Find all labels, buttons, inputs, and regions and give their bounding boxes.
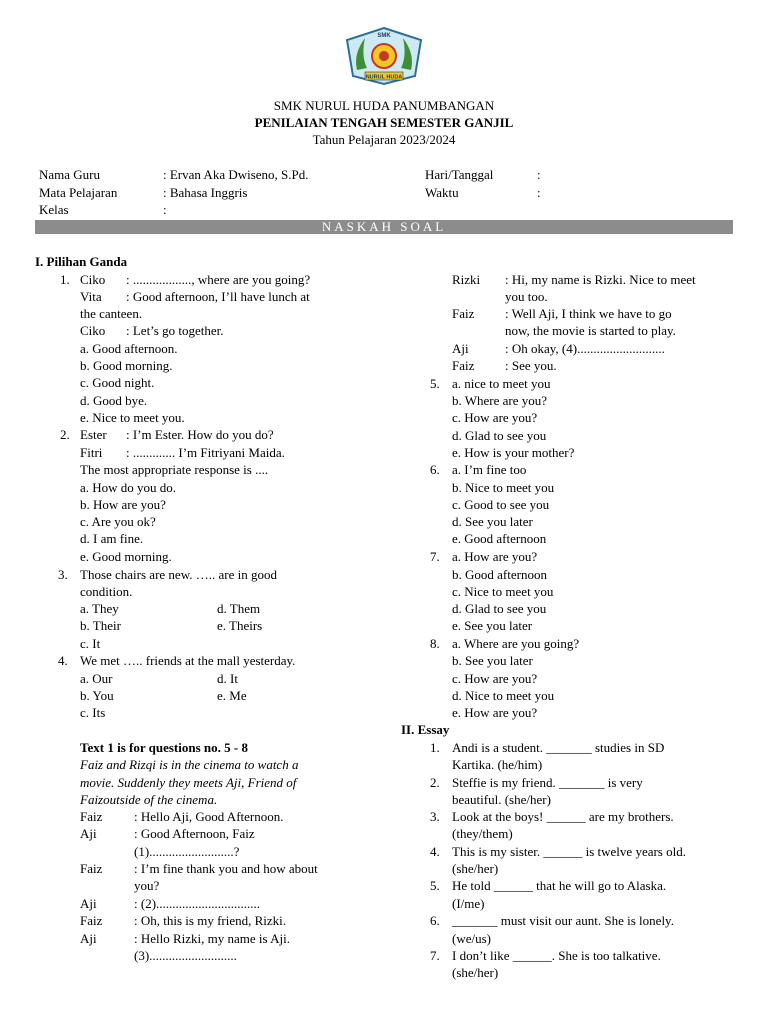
essay-number: 3. bbox=[430, 809, 440, 824]
q1-option: b. Good morning. bbox=[80, 358, 173, 373]
q1-speaker: Ciko bbox=[80, 272, 106, 287]
essay-question: This is my sister. ______ is twelve years old. bbox=[452, 844, 686, 859]
q3-number: 3. bbox=[58, 567, 68, 582]
text1-intro: Faiz and Rizqi is in the cinema to watch a bbox=[80, 757, 299, 772]
dialog-line: : Well Aji, I think we have to go bbox=[505, 306, 672, 321]
q1-line-cont: the canteen. bbox=[80, 306, 143, 321]
dialog-line: you? bbox=[134, 878, 160, 893]
essay-question-cont: (they/them) bbox=[452, 826, 513, 841]
q7-option: a. How are you? bbox=[452, 549, 538, 564]
q3-option: b. Their bbox=[80, 618, 121, 633]
q1-speaker: Vita bbox=[80, 289, 102, 304]
dialog-speaker: Aji bbox=[452, 341, 469, 356]
q6-option: e. Good afternoon bbox=[452, 531, 547, 546]
q4-option: c. Its bbox=[80, 705, 106, 720]
q2-line: : I’m Ester. How do you do? bbox=[126, 427, 274, 442]
q8-option: a. Where are you going? bbox=[452, 636, 580, 651]
dialog-speaker: Aji bbox=[80, 896, 97, 911]
q5-option: e. How is your mother? bbox=[452, 445, 575, 460]
q1-number: 1. bbox=[60, 272, 70, 287]
date-label: Hari/Tanggal bbox=[425, 167, 494, 182]
subject-label: Mata Pelajaran bbox=[39, 185, 118, 200]
essay-number: 2. bbox=[430, 775, 440, 790]
q5-number: 5. bbox=[430, 376, 440, 391]
q8-option: d. Nice to meet you bbox=[452, 688, 555, 703]
dialog-speaker: Rizki bbox=[452, 272, 481, 287]
q8-option: c. How are you? bbox=[452, 671, 538, 686]
q3-option: a. They bbox=[80, 601, 119, 616]
q3-stem: Those chairs are new. ….. are in good bbox=[80, 567, 277, 582]
q6-option: b. Nice to meet you bbox=[452, 480, 555, 495]
q5-option: d. Glad to see you bbox=[452, 428, 547, 443]
q4-option: e. Me bbox=[217, 688, 247, 703]
q4-option: a. Our bbox=[80, 671, 113, 686]
q3-stem-cont: condition. bbox=[80, 584, 133, 599]
school-name: SMK NURUL HUDA PANUMBANGAN bbox=[273, 98, 495, 113]
q8-option: e. How are you? bbox=[452, 705, 538, 720]
q1-line: : Good afternoon, I’ll have lunch at bbox=[126, 289, 310, 304]
dialog-speaker: Faiz bbox=[452, 306, 475, 321]
q3-option: e. Theirs bbox=[217, 618, 263, 633]
q3-option: c. It bbox=[80, 636, 101, 651]
q1-option: e. Nice to meet you. bbox=[80, 410, 185, 425]
dialog-speaker: Faiz bbox=[80, 861, 103, 876]
time-value: : bbox=[537, 185, 541, 200]
q7-option: b. Good afternoon bbox=[452, 567, 547, 582]
q6-number: 6. bbox=[430, 462, 440, 477]
q5-option: a. nice to meet you bbox=[452, 376, 551, 391]
banner-text: NASKAH SOAL bbox=[321, 219, 447, 234]
dialog-speaker: Faiz bbox=[80, 809, 103, 824]
q1-line: : Let’s go together. bbox=[126, 323, 224, 338]
teacher-value: : Ervan Aka Dwiseno, S.Pd. bbox=[163, 167, 309, 182]
essay-number: 1. bbox=[430, 740, 440, 755]
q2-speaker: Fitri bbox=[80, 445, 103, 460]
essay-question: Steffie is my friend. _______ is very bbox=[452, 775, 643, 790]
q2-line: : ............. I’m Fitriyani Maida. bbox=[126, 445, 285, 460]
school-logo bbox=[343, 26, 425, 86]
q5-option: b. Where are you? bbox=[452, 393, 548, 408]
q6-option: a. I’m fine too bbox=[452, 462, 527, 477]
q8-option: b. See you later bbox=[452, 653, 533, 668]
time-label: Waktu bbox=[425, 185, 459, 200]
essay-question-cont: Kartika. (he/him) bbox=[452, 757, 543, 772]
dialog-line: now, the movie is started to play. bbox=[505, 323, 676, 338]
dialog-line: (1)..........................? bbox=[134, 844, 240, 859]
essay-question: _______ must visit our aunt. She is lonely. bbox=[452, 913, 674, 928]
svg-text:SMK: SMK bbox=[377, 33, 391, 39]
dialog-line: : Hi, my name is Rizki. Nice to meet bbox=[505, 272, 696, 287]
q7-option: e. See you later bbox=[452, 618, 533, 633]
section-1-title: I. Pilihan Ganda bbox=[35, 254, 128, 269]
q7-option: d. Glad to see you bbox=[452, 601, 547, 616]
subject-value: : Bahasa Inggris bbox=[163, 185, 248, 200]
essay-question-cont: (we/us) bbox=[452, 931, 491, 946]
q2-speaker: Ester bbox=[80, 427, 107, 442]
essay-question-cont: (I/me) bbox=[452, 896, 485, 911]
q1-option: d. Good bye. bbox=[80, 393, 148, 408]
class-label: Kelas bbox=[39, 202, 69, 217]
q2-option: b. How are you? bbox=[80, 497, 166, 512]
q1-line: : .................., where are you going? bbox=[126, 272, 311, 287]
dialog-speaker: Faiz bbox=[452, 358, 475, 373]
section-2-title: II. Essay bbox=[401, 722, 450, 737]
q2-option: e. Good morning. bbox=[80, 549, 172, 564]
essay-number: 4. bbox=[430, 844, 440, 859]
dialog-line: : Good Afternoon, Faiz bbox=[134, 826, 255, 841]
essay-question: He told ______ that he will go to Alaska. bbox=[452, 878, 667, 893]
q1-speaker: Ciko bbox=[80, 323, 106, 338]
dialog-line: : Oh okay, (4)........................... bbox=[505, 341, 665, 356]
q3-option: d. Them bbox=[217, 601, 261, 616]
dialog-speaker: Faiz bbox=[80, 913, 103, 928]
q6-option: d. See you later bbox=[452, 514, 533, 529]
q4-number: 4. bbox=[58, 653, 68, 668]
q2-stem: The most appropriate response is .... bbox=[80, 462, 269, 477]
q2-option: d. I am fine. bbox=[80, 531, 144, 546]
q4-option: b. You bbox=[80, 688, 114, 703]
dialog-line: : (2)................................ bbox=[134, 896, 261, 911]
essay-number: 5. bbox=[430, 878, 440, 893]
q4-option: d. It bbox=[217, 671, 238, 686]
exam-title: PENILAIAN TENGAH SEMESTER GANJIL bbox=[254, 115, 514, 130]
q5-option: c. How are you? bbox=[452, 410, 538, 425]
text1-intro: movie. Suddenly they meets Aji, Friend of bbox=[80, 775, 297, 790]
svg-text:NURUL HUDA: NURUL HUDA bbox=[365, 74, 403, 81]
essay-number: 7. bbox=[430, 948, 440, 963]
dialog-line: : See you. bbox=[505, 358, 557, 373]
essay-question: I don’t like ______. She is too talkative. bbox=[452, 948, 661, 963]
q2-option: c. Are you ok? bbox=[80, 514, 156, 529]
essay-number: 6. bbox=[430, 913, 440, 928]
section-banner bbox=[35, 220, 733, 234]
dialog-line: you too. bbox=[505, 289, 548, 304]
q6-option: c. Good to see you bbox=[452, 497, 550, 512]
dialog-speaker: Aji bbox=[80, 826, 97, 841]
class-value: : bbox=[163, 202, 167, 217]
q8-number: 8. bbox=[430, 636, 440, 651]
dialog-line: : I’m fine thank you and how about bbox=[134, 861, 318, 876]
dialog-line: (3)........................... bbox=[134, 948, 237, 963]
teacher-label: Nama Guru bbox=[39, 167, 101, 182]
q4-stem: We met ….. friends at the mall yesterday. bbox=[80, 653, 296, 668]
essay-question: Andi is a student. _______ studies in SD bbox=[452, 740, 665, 755]
essay-question-cont: beautiful. (she/her) bbox=[452, 792, 551, 807]
dialog-line: : Hello Aji, Good Afternoon. bbox=[134, 809, 284, 824]
q2-number: 2. bbox=[60, 427, 70, 442]
essay-question-cont: (she/her) bbox=[452, 861, 499, 876]
essay-question: Look at the boys! ______ are my brothers. bbox=[452, 809, 674, 824]
q1-option: a. Good afternoon. bbox=[80, 341, 178, 356]
q7-number: 7. bbox=[430, 549, 440, 564]
text1-title: Text 1 is for questions no. 5 - 8 bbox=[80, 740, 248, 755]
date-value: : bbox=[537, 167, 541, 182]
q1-option: c. Good night. bbox=[80, 375, 155, 390]
dialog-line: : Hello Rizki, my name is Aji. bbox=[134, 931, 290, 946]
dialog-speaker: Aji bbox=[80, 931, 97, 946]
q7-option: c. Nice to meet you bbox=[452, 584, 554, 599]
dialog-line: : Oh, this is my friend, Rizki. bbox=[134, 913, 287, 928]
text1-intro: Faizoutside of the cinema. bbox=[80, 792, 218, 807]
q2-option: a. How do you do. bbox=[80, 480, 177, 495]
essay-question-cont: (she/her) bbox=[452, 965, 499, 980]
school-year: Tahun Pelajaran 2023/2024 bbox=[312, 132, 456, 147]
